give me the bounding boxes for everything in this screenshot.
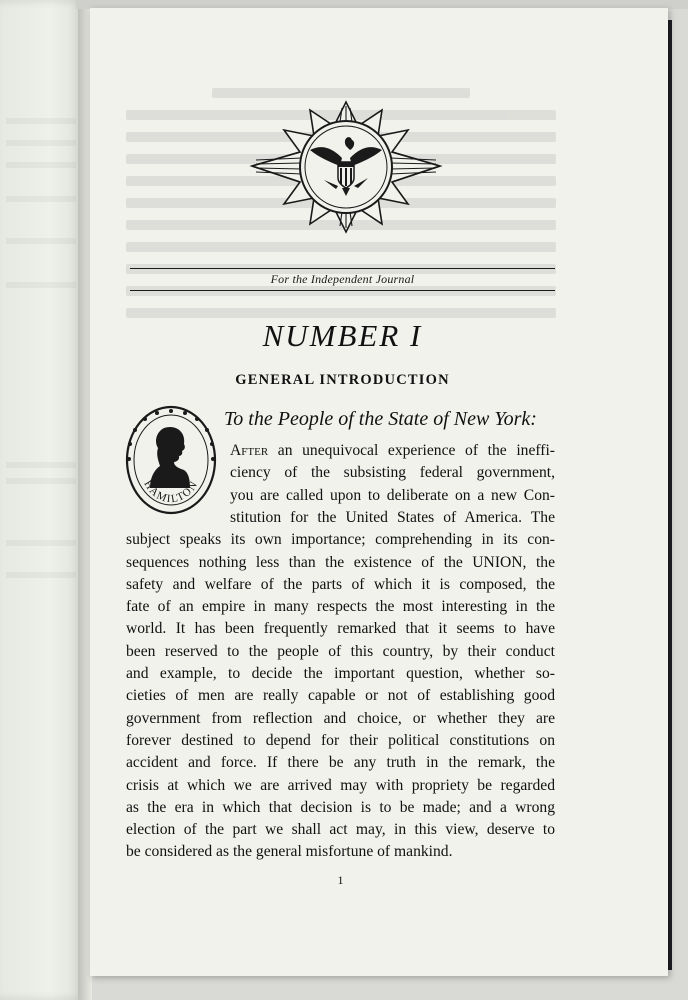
page-number: 1 (337, 872, 344, 887)
text-line: be considered as the general misfortune of mankind. (126, 843, 453, 861)
eagle-shield-icon (246, 96, 446, 238)
text-line: cieties of men are really capable or not of establishing good (126, 687, 555, 705)
facing-page (0, 0, 84, 1000)
header-rule-top (130, 268, 555, 269)
hamilton-portrait-icon (124, 404, 218, 516)
text-line: as the era in which that decision is to be made; and a wrong (126, 798, 555, 816)
text-line: and example, to decide the important question, whether so- (126, 665, 555, 682)
journal-caption: For the Independent Journal (270, 272, 415, 286)
text-line: election of the part we shall act may, in this view, deserve to (126, 821, 555, 839)
text-line: forever destined to depend for their political constitutions on (126, 731, 555, 749)
text-line: fate of an empire in many respects the most interesting in the (126, 598, 555, 616)
text-line: accident and force. If there be any truth in the remark, the (126, 754, 555, 772)
text-line: stitution for the United States of America. The (230, 508, 555, 526)
salutation: To the People of the State of New York: (224, 408, 537, 430)
drop-word: After (230, 442, 269, 459)
text-line: crisis at which we are arrived may with propriety be regarded (126, 776, 555, 794)
text-line: government from reflection and choice, or whether they are (126, 709, 555, 727)
text-line: you are called upon to deliberate on a new Con- (230, 486, 555, 504)
essay-subtitle: GENERAL INTRODUCTION (235, 372, 450, 388)
medallion-label: HAMILTON (141, 478, 201, 506)
text-line: sequences nothing less than the existence of the UNION, the (126, 553, 555, 571)
header-rule-bottom (130, 290, 555, 291)
text-line: ciency of the subsisting federal government, (230, 464, 555, 482)
essay-number: NUMBER I (262, 318, 423, 353)
text-line: safety and welfare of the parts of which it is composed, the (126, 575, 555, 593)
text-line: world. It has been frequently remarked that it seems to have (126, 620, 555, 638)
text-line: been reserved to the people of this country, by their conduct (126, 642, 555, 660)
text-line: After an unequivocal experience of the ineffi- (230, 442, 555, 459)
text-line: subject speaks its own importance; comprehending in its con- (126, 531, 555, 549)
